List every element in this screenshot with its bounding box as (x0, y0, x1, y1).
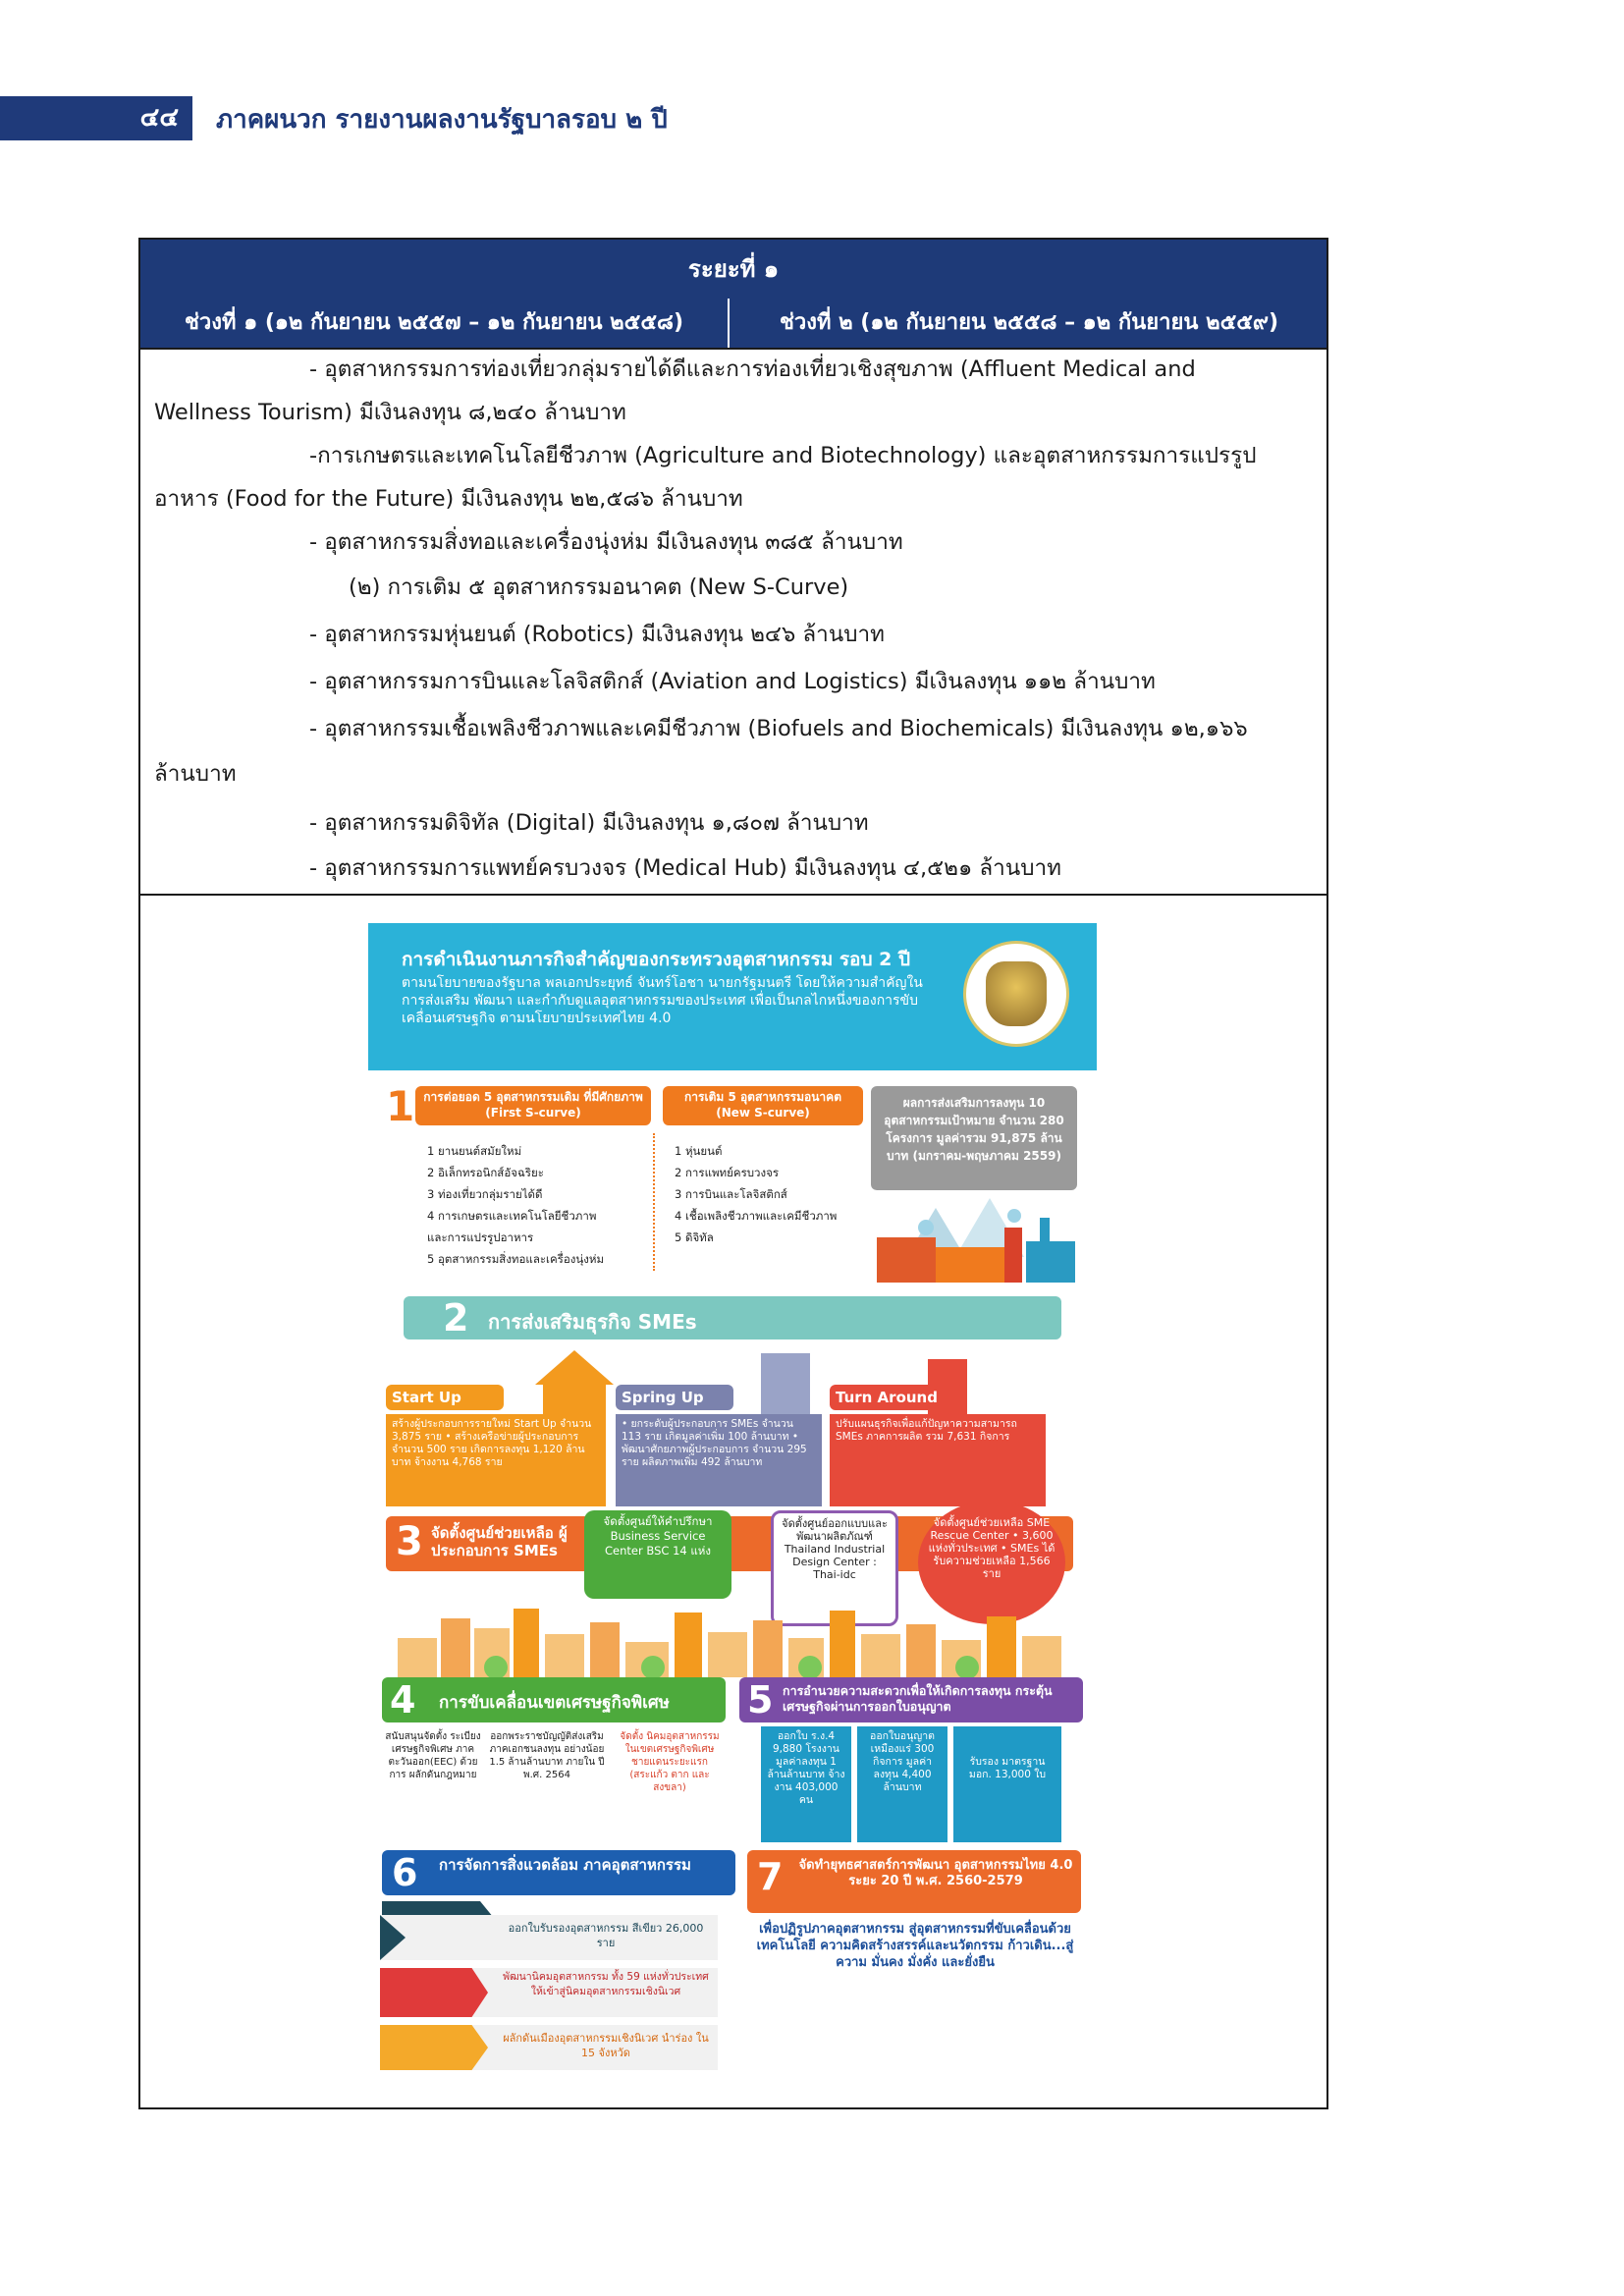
page-number: ๔๔ (139, 103, 179, 133)
env-row-text: ผลักดันเมืองอุตสาหกรรมเชิงนิเวศ นำร่อง ใน 15 จังหวัด (503, 2032, 709, 2059)
section-2-banner (404, 1296, 1061, 1339)
list-item: ล้านบาท (154, 761, 237, 787)
report-table (138, 238, 1328, 2109)
sez-item: จัดตั้ง นิคมอุตสาหกรรม ในเขตเศรษฐกิจพิเศษ ชายแดนระยะแรก (สระแก้ว ตาก และสงขลา) (620, 1731, 720, 1793)
section-5-number: 5 (747, 1678, 774, 1722)
section-2-title: การส่งเสริมธุรกิจ SMEs (488, 1310, 697, 1334)
list-item: 4 การเกษตรและเทคโนโลยีชีวภาพ (427, 1209, 597, 1223)
running-header-title: ภาคผนวก รายงานผลงานรัฐบาลรอบ ๒ ปี (216, 105, 668, 135)
env-row-text: ออกใบรับรองอุตสาหกรรม สีเขียว 26,000 ราย (508, 1922, 704, 1949)
section-6-title: การจัดการสิ่งแวดล้อม ภาคอุตสาหกรรม (439, 1856, 691, 1874)
investment-result-box: ผลการส่งเสริมการลงทุน 10 อุตสาหกรรมเป้าหมาย จำนวน 280 โครงการ มูลค่ารวม 91,875 ล้านบาท (มกราคม-พฤษภาคม 2559) (871, 1086, 1077, 1190)
period-1-header: ช่วงที่ ๑ (๑๒ กันยายน ๒๕๕๗ – ๑๒ กันยายน ๒๕๕๘) (140, 299, 730, 348)
period-2-header: ช่วงที่ ๒ (๑๒ กันยายน ๒๕๕๘ – ๑๒ กันยายน ๒๕๕๙) (779, 310, 1279, 335)
buildings-illustration (515, 1345, 1065, 1424)
divider (653, 1133, 655, 1271)
env-row (380, 1968, 718, 2017)
phase-header: ระยะที่ ๑ (140, 240, 1326, 301)
bsc-bubble: จัดตั้งศูนย์ให้คำปรึกษา Business Service Center BSC 14 แห่ง (584, 1510, 731, 1599)
list-item: อาหาร (Food for the Future) มีเงินลงทุน ๒๒,๕๘๖ ล้านบาท (154, 486, 743, 512)
ministry-seal-icon (963, 941, 1069, 1047)
sez-item: ออกพระราชบัญญัติส่งเสริม ภาคเอกชนลงทุน อย่างน้อย 1.5 ล้านล้านบาท ภายใน ปี พ.ศ. 2564 (489, 1731, 605, 1780)
list-item: - อุตสาหกรรมการบินและโลจิสติกส์ (Aviation and Logistics) มีเงินลงทุน ๑๑๒ ล้านบาท (309, 669, 1156, 694)
license-box: รับรอง มาตรฐาน มอก. 13,000 ใบ (953, 1726, 1061, 1842)
section-5-banner (739, 1677, 1083, 1722)
turn-around-label: Turn Around (830, 1385, 963, 1410)
section-7-number: 7 (757, 1855, 784, 1898)
infographic-header (368, 923, 1097, 1070)
infographic-title: การดำเนินงานภารกิจสำคัญของกระทรวงอุตสาหกรรม รอบ 2 ปี (402, 949, 911, 970)
list-item: 5 ดิจิทัล (675, 1230, 714, 1244)
section-6-number: 6 (392, 1851, 418, 1894)
start-up-box: สร้างผู้ประกอบการรายใหม่ Start Up จำนวน 3,875 ราย • สร้างเครือข่ายผู้ประกอบการ จำนวน 500 ราย เกิดการลงทุน 1,120 ล้านบาท จ้างงาน 4,768 ราย (386, 1414, 606, 1506)
section-1-number: 1 (386, 1082, 415, 1130)
new-s-curve-title: การเติม 5 อุตสาหกรรมอนาคต (New S-curve) (663, 1086, 863, 1125)
list-item: และการแปรรูปอาหาร (427, 1230, 534, 1244)
spring-up-box: • ยกระดับผู้ประกอบการ SMEs จำนวน 113 ราย เกิดมูลค่าเพิ่ม 100 ล้านบาท • พัฒนาศักยภาพผู้ประกอบการ จำนวน 295 ราย ผลิตภาพเพิ่ม 492 ล้านบาท (616, 1414, 822, 1506)
section-4-title: การขับเคลื่อนเขตเศรษฐกิจพิเศษ (439, 1693, 670, 1713)
infographic-description: ตามนโยบายของรัฐบาล พลเอกประยุทธ์ จันทร์โอชา นายกรัฐมนตรี โดยให้ความสำคัญในการส่งเสริม พัฒนา และกำกับดูแลอุตสาหกรรมของประเทศ เพื่อเป็นกลไกหนึ่งของการขับเคลื่อนเศรษฐกิจ ตามนโยบายประเทศไทย 4.0 (402, 975, 923, 1026)
period-header-row (140, 299, 1326, 350)
start-up-label: Start Up (386, 1385, 504, 1410)
first-s-curve-title: การต่อยอด 5 อุตสาหกรรมเดิม ที่มีศักยภาพ (First S-curve) (415, 1086, 651, 1125)
env-row (380, 2025, 718, 2070)
list-item: 3 การบินและโลจิสติกส์ (675, 1187, 787, 1201)
section-7-banner (747, 1850, 1081, 1913)
list-item: - อุตสาหกรรมหุ่นยนต์ (Robotics) มีเงินลงทุน ๒๔๖ ล้านบาท (309, 622, 885, 647)
list-item: 2 อิเล็กทรอนิกส์อัจฉริยะ (427, 1166, 544, 1179)
section-3-title: จัดตั้งศูนย์ช่วยเหลือ ผู้ประกอบการ SMEs (431, 1524, 568, 1559)
list-item: 4 เชื้อเพลิงชีวภาพและเคมีชีวภาพ (675, 1209, 838, 1223)
list-item: -การเกษตรและเทคโนโลยีชีวภาพ (Agriculture and Biotechnology) และอุตสาหกรรมการแปรรูป (309, 443, 1257, 468)
section-2-number: 2 (443, 1296, 469, 1339)
list-item: 2 การแพทย์ครบวงจร (675, 1166, 780, 1179)
env-row (380, 1915, 718, 1960)
list-item: - อุตสาหกรรมการท่องเที่ยวกลุ่มรายได้ดีและการท่องเที่ยวเชิงสุขภาพ (Affluent Medical and (309, 356, 1196, 382)
list-item: - อุตสาหกรรมการแพทย์ครบวงจร (Medical Hub) มีเงินลงทุน ๔,๕๒๑ ล้านบาท (309, 855, 1061, 881)
list-item: - อุตสาหกรรมเชื้อเพลิงชีวภาพและเคมีชีวภาพ (Biofuels and Biochemicals) มีเงินลงทุน ๑๒,๑๖๖ (309, 716, 1248, 741)
section-3-number: 3 (396, 1519, 423, 1564)
license-box: ออกใบอนุญาต เหมืองแร่ 300 กิจการ มูลค่าลงทุน 4,400 ล้านบาท (857, 1726, 947, 1842)
ministry-infographic (368, 923, 1097, 1970)
section-4-banner (382, 1677, 726, 1722)
investment-list (140, 348, 1326, 896)
factory-illustration (867, 1198, 1085, 1286)
sub-heading: (๒) การเติม ๕ อุตสาหกรรมอนาคต (New S-Curve) (349, 574, 849, 600)
sez-item: สนับสนุนจัดตั้ง ระเบียงเศรษฐกิจพิเศษ ภาคตะวันออก(EEC) ด้วยการ ผลักดันกฎหมาย (385, 1731, 481, 1780)
section-7-title: จัดทำยุทธศาสตร์การพัฒนา อุตสาหกรรมไทย 4.0 ระยะ 20 ปี พ.ศ. 2560-2579 (798, 1858, 1073, 1888)
turn-around-box: ปรับแผนธุรกิจเพื่อแก้ปัญหาความสามารถ SMEs ภาคการผลิต รวม 7,631 กิจการ (830, 1414, 1046, 1506)
list-item: - อุตสาหกรรมดิจิทัล (Digital) มีเงินลงทุน ๑,๘๐๗ ล้านบาท (309, 810, 869, 836)
section-5-title: การอำนวยความสะดวกเพื่อให้เกิดการลงทุน กระตุ้นเศรษฐกิจผ่านการออกใบอนุญาต (783, 1683, 1053, 1714)
section-6-banner (382, 1850, 735, 1895)
env-row-text: พัฒนานิคมอุตสาหกรรม ทั้ง 59 แห่งทั่วประเทศ ให้เข้าสู่นิคมอุตสาหกรรมเชิงนิเวศ (503, 1971, 709, 1997)
list-item: Wellness Tourism) มีเงินลงทุน ๘,๒๔๐ ล้านบาท (154, 400, 626, 425)
section-4-number: 4 (390, 1678, 416, 1722)
license-box: ออกใบ ร.ง.4 9,880 โรงงาน มูลค่าลงทุน 1 ล้านล้านบาท จ้างงาน 403,000 คน (761, 1726, 851, 1842)
list-item: - อุตสาหกรรมสิ่งทอและเครื่องนุ่งห่ม มีเงินลงทุน ๓๘๕ ล้านบาท (309, 529, 903, 555)
sme-rescue-bubble: จัดตั้งศูนย์ช่วยเหลือ SME Rescue Center • 3,600 แห่งทั่วประเทศ • SMEs ได้รับความช่วยเหลือ 1,566 ราย (918, 1501, 1065, 1624)
list-item: 5 อุตสาหกรรมสิ่งทอและเครื่องนุ่งห่ม (427, 1252, 605, 1266)
list-item: 3 ท่องเที่ยวกลุ่มรายได้ดี (427, 1187, 543, 1201)
thai-idc-bubble: จัดตั้งศูนย์ออกแบบและพัฒนาผลิตภัณฑ์ Thailand Industrial Design Center : Thai-idc (771, 1510, 898, 1626)
spring-up-label: Spring Up (616, 1385, 733, 1410)
city-skyline-illustration (398, 1599, 1075, 1677)
list-item: 1 ยานยนต์สมัยใหม่ (427, 1144, 522, 1158)
section-7-text: เพื่อปฏิรูปภาคอุตสาหกรรม สู่อุตสาหกรรมที่ขับเคลื่อนด้วยเทคโนโลยี ความคิดสร้างสรรค์และนวัตกรรม ก้าวเดิน...สู่ความ มั่นคง มั่งคั่ง และยั่งยืน (756, 1922, 1074, 1970)
list-item: 1 หุ่นยนต์ (675, 1144, 723, 1158)
